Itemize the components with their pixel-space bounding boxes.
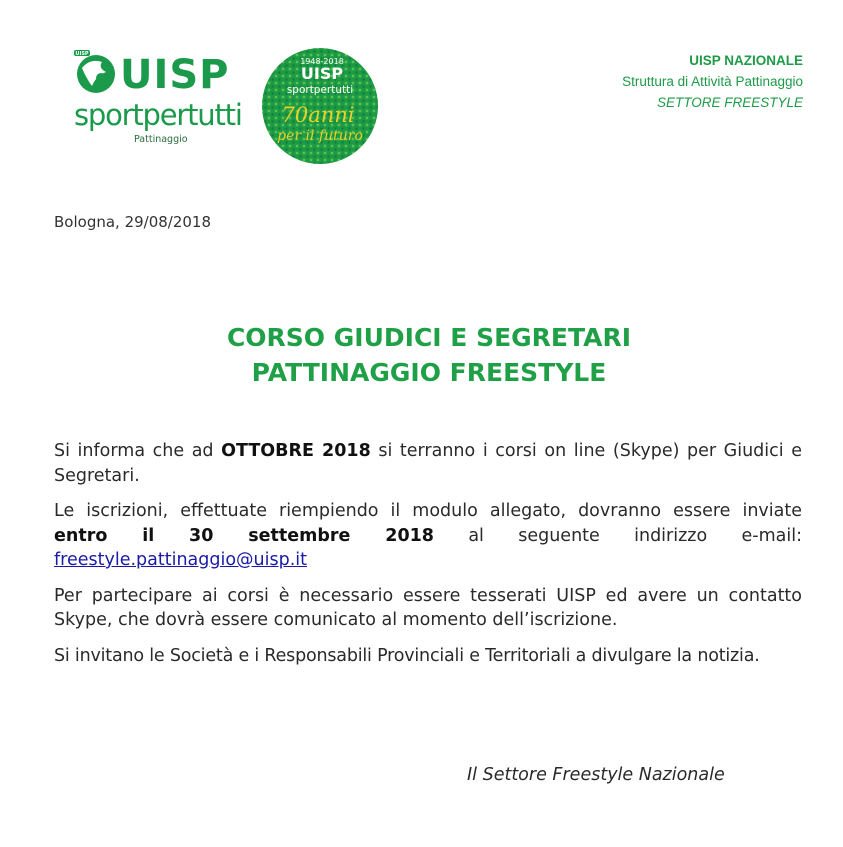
- uisp-logo: [72, 44, 244, 154]
- paragraph-course-announcement: [54, 439, 802, 488]
- paragraph-registration: [54, 499, 802, 573]
- p2-text-before: Le iscrizioni, effettuate riempiendo il modulo allegato, dovranno essere inviate: [54, 501, 802, 521]
- badge-motto-future: per il futuro: [277, 128, 363, 144]
- logo-subtitle: Pattinaggio: [134, 134, 188, 145]
- anniversary-badge: [260, 46, 380, 166]
- logo-tagline: sportpertutti: [74, 98, 242, 132]
- p1-text-after: si terranno i corsi on line (Skype) per Giudici e Segretari.: [54, 441, 802, 486]
- organization-header: [622, 50, 803, 113]
- badge-motto-years: 70anni: [281, 103, 355, 127]
- email-link[interactable]: freestyle.pattinaggio@uisp.it: [54, 550, 308, 570]
- p1-date-emphasis: OTTOBRE 2018: [221, 441, 371, 461]
- p1-text-before: Si informa che ad: [54, 441, 222, 461]
- signature: Il Settore Freestyle Nazionale: [467, 765, 725, 785]
- org-sector: SETTORE FREESTYLE: [656, 95, 803, 110]
- p2-deadline-emphasis: entro il 30 settembre 2018: [54, 525, 434, 546]
- org-name: UISP NAZIONALE: [689, 53, 803, 68]
- title-line-2: PATTINAGGIO FREESTYLE: [251, 358, 607, 387]
- title-line-1: CORSO GIUDICI E SEGRETARI: [226, 323, 632, 352]
- p2-text-after: al seguente indirizzo e-mail:: [433, 525, 802, 546]
- letter-body: [54, 439, 802, 679]
- letter-title: [0, 320, 843, 390]
- uisp-wordmark-graphic: [72, 48, 244, 96]
- org-structure: Struttura di Attività Pattinaggio: [622, 74, 803, 89]
- paragraph-invitation: Si invitano le Società e i Responsabili Provinciali e Territoriali a divulgare la notizia.: [54, 645, 760, 666]
- paragraph-requirements: Per partecipare ai corsi è necessario essere tesserati UISP ed avere un contatto Skype, che dovrà essere comunicato al momento dell’iscrizione.: [54, 585, 802, 630]
- badge-tagline: sportpertutti: [286, 84, 354, 96]
- logo-mini-wordmark: UISP: [75, 51, 89, 58]
- badge-wordmark: UISP: [300, 64, 344, 83]
- letter-date: Bologna, 29/08/2018: [54, 213, 212, 231]
- logo-wordmark-text: UISP: [120, 52, 230, 96]
- badge-years: 1948-2018: [300, 57, 344, 66]
